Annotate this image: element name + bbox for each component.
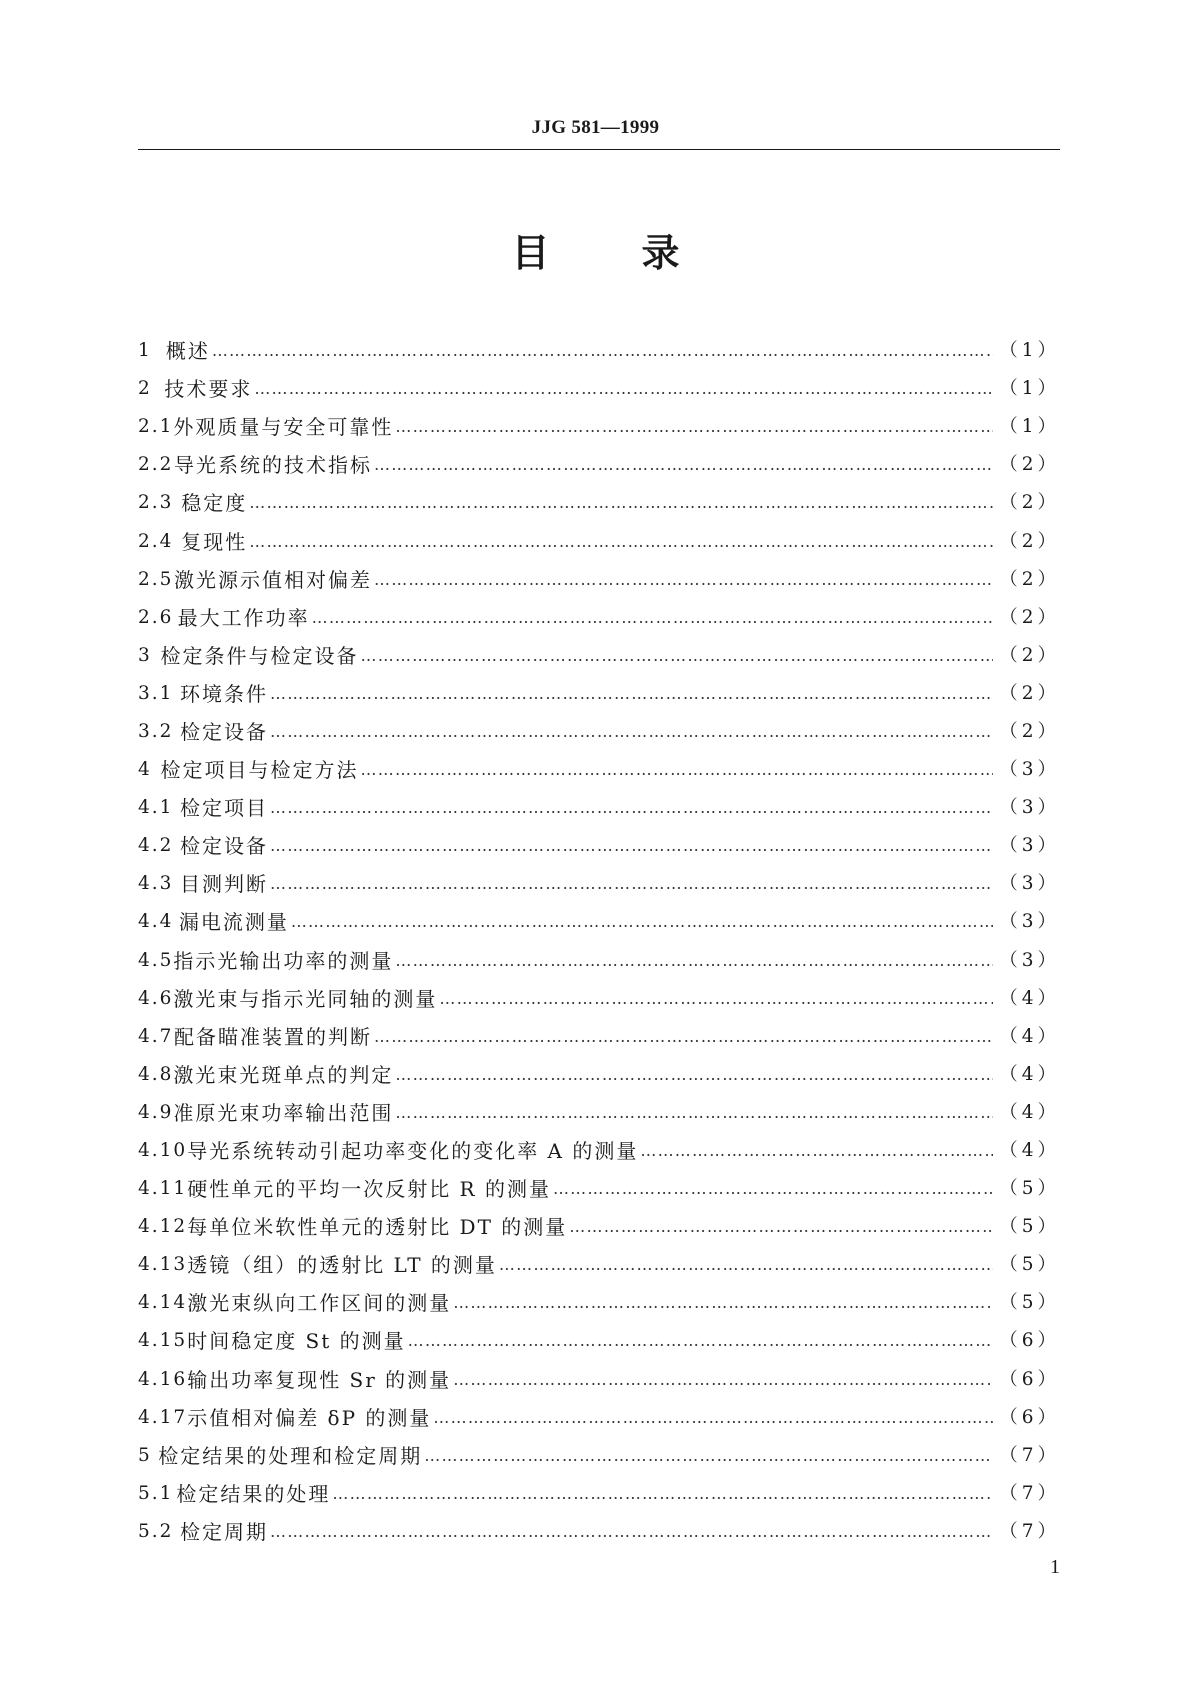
toc-entry-page: （5） bbox=[999, 1178, 1060, 1200]
toc-entry-page: （2） bbox=[999, 530, 1060, 552]
toc-entry-number: 4.7 bbox=[138, 1025, 174, 1047]
dot-leader bbox=[270, 1513, 993, 1551]
toc-entry-page: （5） bbox=[999, 1254, 1060, 1276]
toc-entry-page: （2） bbox=[999, 492, 1060, 514]
dot-leader bbox=[553, 1170, 993, 1208]
dot-leader bbox=[569, 1208, 993, 1246]
toc-entry-page: （2） bbox=[999, 568, 1060, 590]
toc-entry-page: （5） bbox=[999, 1216, 1060, 1238]
toc-entry[interactable] bbox=[138, 980, 1060, 1018]
dot-leader bbox=[433, 1399, 993, 1437]
toc-entry-number: 4.15 bbox=[138, 1330, 188, 1352]
toc-entry[interactable] bbox=[138, 1399, 1060, 1437]
toc-entry[interactable] bbox=[138, 370, 1060, 408]
toc-entry-page: （7） bbox=[999, 1520, 1060, 1542]
dot-leader bbox=[395, 1094, 993, 1132]
toc-entry-number: 4.8 bbox=[138, 1063, 174, 1085]
toc-entry-number: 4.6 bbox=[138, 987, 174, 1009]
toc-entry[interactable] bbox=[138, 637, 1060, 675]
table-of-contents bbox=[138, 332, 1060, 1551]
toc-entry-label: 技术要求 bbox=[164, 377, 253, 402]
toc-entry[interactable] bbox=[138, 675, 1060, 713]
dot-leader bbox=[270, 827, 993, 865]
toc-entry-label: 配备瞄准装置的判断 bbox=[174, 1024, 372, 1049]
toc-entry-label: 稳定度 bbox=[181, 491, 248, 516]
toc-entry-label: 透镜（组）的透射比 LT 的测量 bbox=[187, 1253, 497, 1278]
toc-entry-number: 2.5 bbox=[138, 568, 174, 590]
toc-entry[interactable] bbox=[138, 789, 1060, 827]
title-char: 录 bbox=[641, 231, 680, 275]
toc-entry[interactable] bbox=[138, 1246, 1060, 1284]
dot-leader bbox=[332, 1475, 993, 1513]
toc-entry-page: （3） bbox=[999, 873, 1060, 895]
toc-entry-number: 2.6 bbox=[138, 606, 174, 628]
toc-entry-label: 检定结果的处理 bbox=[176, 1481, 331, 1506]
toc-entry-number: 4.13 bbox=[138, 1254, 188, 1276]
toc-entry[interactable] bbox=[138, 1513, 1060, 1551]
toc-entry-label: 最大工作功率 bbox=[177, 605, 310, 630]
toc-entry-number: 3.2 bbox=[138, 720, 174, 742]
toc-entry-page: （2） bbox=[999, 454, 1060, 476]
toc-entry-label: 目测判断 bbox=[180, 872, 269, 897]
toc-entry-number: 4.5 bbox=[138, 949, 174, 971]
toc-entry[interactable] bbox=[138, 1284, 1060, 1322]
toc-entry-number: 4.2 bbox=[138, 835, 174, 857]
toc-entry-label: 导光系统转动引起功率变化的变化率 A 的测量 bbox=[187, 1139, 639, 1164]
toc-entry[interactable] bbox=[138, 903, 1060, 941]
toc-entry-page: （4） bbox=[999, 1025, 1060, 1047]
toc-entry[interactable] bbox=[138, 1322, 1060, 1360]
toc-entry-number: 4.3 bbox=[138, 873, 174, 895]
dot-leader bbox=[249, 523, 993, 561]
dot-leader bbox=[212, 332, 993, 370]
toc-entry-page: （2） bbox=[999, 644, 1060, 666]
dot-leader bbox=[249, 484, 993, 522]
toc-entry-label: 外观质量与安全可靠性 bbox=[173, 415, 394, 440]
page-number: 1 bbox=[1050, 1556, 1060, 1578]
toc-entry-page: （6） bbox=[999, 1406, 1060, 1428]
toc-entry-number: 4.12 bbox=[138, 1216, 188, 1238]
dot-leader bbox=[254, 370, 993, 408]
toc-entry-number: 4.1 bbox=[138, 797, 174, 819]
toc-entry-label: 激光源示值相对偏差 bbox=[174, 567, 372, 592]
toc-entry-number: 4.4 bbox=[138, 911, 174, 933]
toc-entry-number: 2.4 bbox=[138, 530, 174, 552]
toc-entry-page: （1） bbox=[999, 340, 1060, 362]
page-title bbox=[0, 222, 1191, 277]
toc-entry-label: 检定设备 bbox=[180, 719, 269, 744]
toc-entry-number: 4.11 bbox=[138, 1178, 188, 1200]
toc-entry-number: 2.2 bbox=[138, 454, 174, 476]
toc-entry-page: （6） bbox=[999, 1368, 1060, 1390]
dot-leader bbox=[312, 599, 994, 637]
dot-leader bbox=[361, 751, 994, 789]
dot-leader bbox=[270, 789, 993, 827]
toc-entry-number: 5.1 bbox=[138, 1482, 174, 1504]
toc-entry-number: 4 bbox=[138, 759, 152, 781]
toc-entry-number: 2.3 bbox=[138, 492, 174, 514]
dot-leader bbox=[374, 446, 993, 484]
toc-entry[interactable] bbox=[138, 599, 1060, 637]
toc-entry-label: 概述 bbox=[165, 339, 210, 364]
toc-entry-label: 硬性单元的平均一次反射比 R 的测量 bbox=[187, 1177, 551, 1202]
toc-entry-page: （1） bbox=[999, 378, 1060, 400]
toc-entry-page: （3） bbox=[999, 835, 1060, 857]
dot-leader bbox=[499, 1246, 993, 1284]
toc-entry-label: 检定设备 bbox=[180, 834, 269, 859]
dot-leader bbox=[374, 561, 993, 599]
toc-entry[interactable] bbox=[138, 561, 1060, 599]
toc-entry[interactable] bbox=[138, 332, 1060, 370]
toc-entry-number: 4.17 bbox=[138, 1406, 188, 1428]
toc-entry[interactable] bbox=[138, 446, 1060, 484]
toc-entry[interactable] bbox=[138, 1018, 1060, 1056]
toc-entry-page: （2） bbox=[999, 682, 1060, 704]
toc-entry[interactable] bbox=[138, 484, 1060, 522]
toc-entry-page: （3） bbox=[999, 949, 1060, 971]
toc-entry-number: 5 bbox=[138, 1444, 152, 1466]
toc-entry[interactable] bbox=[138, 827, 1060, 865]
toc-entry[interactable] bbox=[138, 865, 1060, 903]
toc-entry[interactable] bbox=[138, 1208, 1060, 1246]
dot-leader bbox=[395, 942, 993, 980]
toc-entry-page: （4） bbox=[999, 1140, 1060, 1162]
toc-entry-number: 5.2 bbox=[138, 1520, 174, 1542]
toc-entry-label: 示值相对偏差 δP 的测量 bbox=[187, 1405, 432, 1430]
toc-entry-page: （6） bbox=[999, 1330, 1060, 1352]
toc-entry-label: 激光束光斑单点的判定 bbox=[173, 1062, 394, 1087]
toc-entry[interactable] bbox=[138, 522, 1060, 560]
dot-leader bbox=[270, 675, 993, 713]
toc-entry[interactable] bbox=[138, 1056, 1060, 1094]
toc-entry[interactable] bbox=[138, 1437, 1060, 1475]
toc-entry-number: 2 bbox=[138, 378, 152, 400]
toc-entry[interactable] bbox=[138, 713, 1060, 751]
toc-entry-page: （7） bbox=[999, 1482, 1060, 1504]
toc-entry[interactable] bbox=[138, 1361, 1060, 1399]
dot-leader bbox=[439, 980, 993, 1018]
toc-entry-label: 检定条件与检定设备 bbox=[160, 643, 359, 668]
toc-entry-number: 4.16 bbox=[138, 1368, 188, 1390]
dot-leader bbox=[270, 713, 993, 751]
header-rule bbox=[138, 149, 1060, 150]
toc-entry-number: 1 bbox=[138, 340, 152, 362]
toc-entry-page: （3） bbox=[999, 797, 1060, 819]
toc-entry-label: 指示光输出功率的测量 bbox=[173, 948, 394, 973]
toc-entry-number: 4.10 bbox=[138, 1140, 188, 1162]
toc-entry[interactable] bbox=[138, 408, 1060, 446]
toc-entry-label: 环境条件 bbox=[180, 681, 269, 706]
toc-entry-label: 检定周期 bbox=[180, 1519, 269, 1544]
toc-entry-page: （3） bbox=[999, 911, 1060, 933]
toc-entry-page: （7） bbox=[999, 1444, 1060, 1466]
toc-entry-label: 准原光束功率输出范围 bbox=[173, 1100, 394, 1125]
toc-entry-page: （4） bbox=[999, 1063, 1060, 1085]
dot-leader bbox=[453, 1361, 993, 1399]
toc-entry[interactable] bbox=[138, 1170, 1060, 1208]
toc-entry[interactable] bbox=[138, 942, 1060, 980]
dot-leader bbox=[395, 408, 993, 446]
title-char: 目 bbox=[511, 231, 550, 275]
dot-leader bbox=[361, 637, 994, 675]
dot-leader bbox=[424, 1437, 993, 1475]
document-code-header: JJG 581—1999 bbox=[531, 117, 660, 138]
dot-leader bbox=[374, 1018, 993, 1056]
toc-entry-page: （4） bbox=[999, 987, 1060, 1009]
toc-entry-label: 复现性 bbox=[181, 529, 248, 554]
toc-entry-label: 漏电流测量 bbox=[178, 910, 289, 935]
toc-entry-page: （4） bbox=[999, 1101, 1060, 1123]
toc-entry-label: 检定结果的处理和检定周期 bbox=[158, 1443, 423, 1468]
dot-leader bbox=[408, 1322, 994, 1360]
toc-entry-number: 3 bbox=[138, 644, 152, 666]
dot-leader bbox=[291, 903, 993, 941]
toc-entry-label: 检定项目 bbox=[180, 796, 269, 821]
toc-entry-number: 4.9 bbox=[138, 1101, 174, 1123]
toc-entry-page: （3） bbox=[999, 759, 1060, 781]
toc-entry-label: 激光束纵向工作区间的测量 bbox=[187, 1291, 452, 1316]
toc-entry[interactable] bbox=[138, 1094, 1060, 1132]
toc-entry-page: （2） bbox=[999, 606, 1060, 628]
toc-entry[interactable] bbox=[138, 1475, 1060, 1513]
toc-entry-label: 激光束与指示光同轴的测量 bbox=[173, 986, 438, 1011]
toc-entry-label: 每单位米软性单元的透射比 DT 的测量 bbox=[187, 1215, 568, 1240]
toc-entry-label: 检定项目与检定方法 bbox=[160, 758, 359, 783]
toc-entry-label: 导光系统的技术指标 bbox=[174, 453, 372, 478]
toc-entry[interactable] bbox=[138, 1132, 1060, 1170]
dot-leader bbox=[395, 1056, 993, 1094]
toc-entry-page: （1） bbox=[999, 416, 1060, 438]
toc-entry-label: 时间稳定度 St 的测量 bbox=[187, 1329, 406, 1354]
dot-leader bbox=[640, 1132, 993, 1170]
toc-entry-number: 3.1 bbox=[138, 682, 174, 704]
toc-entry-number: 4.14 bbox=[138, 1292, 188, 1314]
dot-leader bbox=[270, 865, 993, 903]
toc-entry[interactable] bbox=[138, 751, 1060, 789]
toc-entry-page: （2） bbox=[999, 720, 1060, 742]
dot-leader bbox=[453, 1284, 993, 1322]
toc-entry-label: 输出功率复现性 Sr 的测量 bbox=[187, 1367, 452, 1392]
toc-entry-number: 2.1 bbox=[138, 416, 174, 438]
toc-entry-page: （5） bbox=[999, 1292, 1060, 1314]
